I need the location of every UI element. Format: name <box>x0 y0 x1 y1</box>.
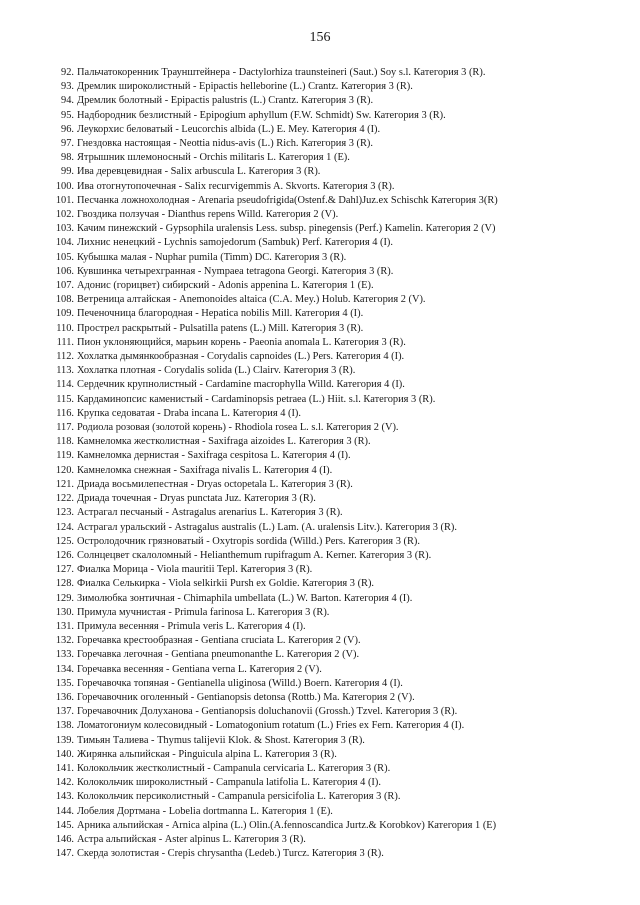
list-item <box>46 506 612 520</box>
entry-number: 120. <box>55 464 74 476</box>
list-item <box>46 762 612 776</box>
entry-text: Гвоздика ползучая - Dianthus repens Willd. Категория 2 (V). <box>77 209 339 221</box>
entry-number: 103. <box>55 223 74 235</box>
entry-text: Колокольчик широколистный - Campanula latifolia L. Категория 4 (I). <box>77 777 381 789</box>
entry-text: Скерда золотистая - Crepis chrysantha (Ledeb.) Turcz. Категория 3 (R). <box>77 848 384 860</box>
entry-number: 131. <box>55 620 74 632</box>
entry-text: Тимьян Талиева - Thymus talijevii Klok. & Shost. Категория 3 (R). <box>77 734 365 746</box>
entry-text: Ветреница алтайская - Anemonoides altaica (C.A. Mey.) Holub. Категория 2 (V). <box>77 294 426 306</box>
list-item <box>46 80 612 94</box>
entry-number: 93. <box>61 81 74 93</box>
entry-text: Качим пинежский - Gypsophila uralensis Less. subsp. pinegensis (Perf.) Kamelin. Категория 2 (V) <box>77 223 496 235</box>
entry-number: 121. <box>55 478 74 490</box>
entry-number: 111. <box>56 336 74 348</box>
list-item <box>46 577 612 591</box>
list-item <box>46 734 612 748</box>
entry-text: Астрагал уральский - Astragalus australis (L.) Lam. (A. uralensis Litv.). Категория 3 (R). <box>77 521 457 533</box>
list-item <box>46 819 612 833</box>
entry-text: Камнеломка дернистая - Saxifraga cespitosa L. Категория 4 (I). <box>77 450 351 462</box>
entry-text: Кувшинка четырехгранная - Nympaea tetragona Georgi. Категория 3 (R). <box>77 265 394 277</box>
entry-number: 106. <box>55 265 74 277</box>
entry-number: 101. <box>55 194 74 206</box>
list-item <box>46 563 612 577</box>
list-item <box>46 663 612 677</box>
entry-text: Астра альпийская - Aster alpinus L. Категория 3 (R). <box>77 833 306 845</box>
entry-text: Камнеломка жестколистная - Saxifraga aizoides L. Категория 3 (R). <box>77 436 371 448</box>
list-item <box>46 421 612 435</box>
list-item <box>46 222 612 236</box>
entry-text: Хохлатка дымянкообразная - Corydalis capnoides (L.) Pers. Категория 4 (I). <box>77 351 405 363</box>
entry-number: 144. <box>55 805 74 817</box>
entry-text: Жирянка альпийская - Pinguicula alpina L. Категория 3 (R). <box>77 748 337 760</box>
entry-text: Ива отогнутопочечная - Salix recurvigemmis A. Skvorts. Категория 3 (R). <box>77 180 395 192</box>
list-item <box>46 251 612 265</box>
entry-number: 146. <box>55 833 74 845</box>
species-list <box>46 66 612 861</box>
list-item <box>46 307 612 321</box>
entry-number: 124. <box>55 521 74 533</box>
entry-text: Зимолюбка зонтичная - Chimaphila umbellata (L.) W. Barton. Категория 4 (I). <box>77 592 413 604</box>
entry-number: 108. <box>55 294 74 306</box>
entry-number: 92. <box>61 67 74 78</box>
list-item <box>46 492 612 506</box>
entry-text: Кардаминопсис каменистый - Cardaminopsis petraea (L.) Hiit. s.l. Категория 3 (R). <box>77 393 436 405</box>
entry-number: 119. <box>56 450 74 462</box>
entry-text: Горечавочка топяная - Gentianella uliginosa (Willd.) Boern. Категория 4 (I). <box>77 677 403 689</box>
entry-number: 136. <box>55 691 74 703</box>
entry-number: 134. <box>55 663 74 675</box>
entry-text: Дремлик широколистный - Epipactis helleborine (L.) Crantz. Категория 3 (R). <box>77 81 413 93</box>
list-item <box>46 449 612 463</box>
entry-text: Дремлик болотный - Epipactis palustris (L.) Crantz. Категория 3 (R). <box>77 95 374 107</box>
entry-number: 145. <box>55 819 74 831</box>
entry-number: 94. <box>61 95 74 107</box>
entry-text: Дриада точечная - Dryas punctata Juz. Категория 3 (R). <box>77 493 316 505</box>
list-item <box>46 691 612 705</box>
list-item <box>46 592 612 606</box>
list-item <box>46 535 612 549</box>
entry-number: 116. <box>56 407 74 419</box>
list-item <box>46 378 612 392</box>
entry-number: 142. <box>55 777 74 789</box>
entry-number: 141. <box>55 762 74 774</box>
list-item <box>46 521 612 535</box>
entry-number: 107. <box>55 280 74 292</box>
list-item <box>46 549 612 563</box>
list-item <box>46 748 612 762</box>
list-item <box>46 606 612 620</box>
list-item <box>46 336 612 350</box>
entry-number: 97. <box>61 138 74 150</box>
list-item <box>46 236 612 250</box>
entry-number: 100. <box>55 180 74 192</box>
entry-text: Крупка седоватая - Draba incana L. Категория 4 (I). <box>77 407 301 419</box>
entry-text: Фиалка Морица - Viola mauritii Tepl. Категория 3 (R). <box>77 564 313 576</box>
list-item <box>46 705 612 719</box>
list-item <box>46 322 612 336</box>
entry-number: 99. <box>61 166 74 178</box>
list-item <box>46 677 612 691</box>
entry-number: 105. <box>55 251 74 263</box>
list-item <box>46 208 612 222</box>
entry-number: 123. <box>55 507 74 519</box>
entry-text: Песчанка ложнохолодная - Arenaria pseudofrigida(Ostenf.& Dahl)Juz.ex Schischk Категория 3(R) <box>77 194 498 206</box>
list-item <box>46 805 612 819</box>
entry-number: 110. <box>56 322 74 334</box>
entry-number: 139. <box>55 734 74 746</box>
entry-number: 122. <box>55 493 74 505</box>
entry-number: 128. <box>55 578 74 590</box>
entry-number: 147. <box>55 848 74 860</box>
list-item <box>46 94 612 108</box>
entry-number: 109. <box>55 308 74 320</box>
entry-number: 133. <box>55 649 74 661</box>
entry-text: Ломатогониум колесовидный - Lomatogonium rotatum (L.) Fries ex Fern. Категория 4 (I). <box>77 720 465 732</box>
entry-text: Примула мучнистая - Primula farinosa L. Категория 3 (R). <box>77 606 330 618</box>
list-item <box>46 833 612 847</box>
list-item <box>46 407 612 421</box>
entry-number: 127. <box>55 564 74 576</box>
entry-number: 130. <box>55 606 74 618</box>
list-item <box>46 180 612 194</box>
page-number: 156 <box>309 30 331 45</box>
entry-number: 102. <box>55 209 74 221</box>
entry-text: Надбородник безлистный - Epipogium aphyllum (F.W. Schmidt) Sw. Категория 3 (R). <box>77 109 446 121</box>
list-item <box>46 165 612 179</box>
entry-text: Горечавка весенняя - Gentiana verna L. Категория 2 (V). <box>77 663 322 675</box>
entry-text: Пальчатокоренник Траунштейнера - Dactylorhiza traunsteineri (Saut.) Soy s.l. Категория 3 (R). <box>77 67 486 78</box>
entry-text: Ива деревцевидная - Salix arbuscula L. Категория 3 (R). <box>77 166 321 178</box>
entry-text: Кубышка малая - Nuphar pumila (Timm) DC. Категория 3 (R). <box>77 251 347 263</box>
list-item <box>46 279 612 293</box>
entry-text: Колокольчик персиколистный - Campanula persicifolia L. Категория 3 (R). <box>77 791 401 803</box>
entry-number: 95. <box>61 109 74 121</box>
list-item <box>46 847 612 861</box>
entry-text: Лихнис ненецкий - Lychnis samojedorum (Sambuk) Perf. Категория 4 (I). <box>77 237 393 249</box>
entry-number: 135. <box>55 677 74 689</box>
entry-number: 96. <box>61 123 74 135</box>
list-item <box>46 364 612 378</box>
list-item <box>46 435 612 449</box>
entry-text: Горечавка легочная - Gentiana pneumonanthe L. Категория 2 (V). <box>77 649 360 661</box>
entry-text: Хохлатка плотная - Corydalis solida (L.) Clairv. Категория 3 (R). <box>77 365 356 377</box>
entry-number: 112. <box>56 351 74 363</box>
entry-text: Адонис (горицвет) сибирский - Adonis appenina L. Категория 1 (E). <box>77 280 374 292</box>
entry-text: Горечавка крестообразная - Gentiana cruciata L. Категория 2 (V). <box>77 635 361 647</box>
entry-text: Дриада восьмилепестная - Dryas octopetala L. Категория 3 (R). <box>77 478 353 490</box>
entry-number: 98. <box>61 152 74 164</box>
entry-number: 137. <box>55 706 74 718</box>
entry-text: Горечавочник оголенный - Gentianopsis detonsa (Rottb.) Ma. Категория 2 (V). <box>77 691 415 703</box>
list-item <box>46 776 612 790</box>
list-item <box>46 719 612 733</box>
list-item <box>46 265 612 279</box>
entry-text: Остролодочник грязноватый - Oxytropis sordida (Willd.) Pers. Категория 3 (R). <box>77 535 420 547</box>
entry-text: Гнездовка настоящая - Neottia nidus-avis (L.) Rich. Категория 3 (R). <box>77 138 373 150</box>
list-item <box>46 66 612 80</box>
list-item <box>46 393 612 407</box>
list-item <box>46 109 612 123</box>
entry-number: 113. <box>56 365 74 377</box>
entry-text: Камнеломка снежная - Saxifraga nivalis L. Категория 4 (I). <box>77 464 333 476</box>
list-item <box>46 648 612 662</box>
entry-text: Прострел раскрытый - Pulsatilla patens (L.) Mill. Категория 3 (R). <box>77 322 364 334</box>
entry-text: Горечавочник Долуханова - Gentianopsis doluchanovii (Grossh.) Tzvel. Категория 3 (R). <box>77 706 458 718</box>
entry-text: Ятрышник шлемоносный - Orchis militaris L. Категория 1 (E). <box>77 152 350 164</box>
entry-text: Примула весенняя - Primula veris L. Категория 4 (I). <box>77 620 306 632</box>
list-item <box>46 151 612 165</box>
entry-number: 125. <box>55 535 74 547</box>
entry-number: 132. <box>55 635 74 647</box>
entry-number: 117. <box>56 422 74 434</box>
list-item <box>46 464 612 478</box>
list-item <box>46 350 612 364</box>
entry-number: 126. <box>55 549 74 561</box>
list-item <box>46 478 612 492</box>
list-item <box>46 123 612 137</box>
entry-text: Пион уклоняющийся, марьин корень - Paeonia anomala L. Категория 3 (R). <box>77 336 406 348</box>
list-item <box>46 790 612 804</box>
entry-text: Сердечник крупнолистный - Cardamine macrophylla Willd. Категория 4 (I). <box>77 379 405 391</box>
entry-text: Родиола розовая (золотой корень) - Rhodiola rosea L. s.l. Категория 2 (V). <box>77 422 399 434</box>
entry-text: Арника альпийская - Arnica alpina (L.) Olin.(A.fennoscandica Jurtz.& Korobkov) Категория 1 (E) <box>77 819 497 831</box>
entry-text: Лобелия Дортмана - Lobelia dortmanna L. Категория 1 (E). <box>77 805 333 817</box>
entry-number: 118. <box>56 436 74 448</box>
list-item <box>46 293 612 307</box>
list-item <box>46 137 612 151</box>
entry-text: Солнцецвет скалоломный - Helianthemum rupifragum A. Kerner. Категория 3 (R). <box>77 549 432 561</box>
entry-text: Печеночница благородная - Hepatica nobilis Mill. Категория 4 (I). <box>77 308 364 320</box>
entry-number: 143. <box>55 791 74 803</box>
list-item <box>46 634 612 648</box>
entry-text: Леукорхис беловатый - Leucorchis albida (L.) E. Mey. Категория 4 (I). <box>77 123 381 135</box>
entry-text: Колокольчик жестколистный - Campanula cervicaria L. Категория 3 (R). <box>77 762 391 774</box>
entry-text: Астрагал песчаный - Astragalus arenarius L. Категория 3 (R). <box>77 507 343 519</box>
entry-number: 114. <box>56 379 74 391</box>
entry-number: 115. <box>56 393 74 405</box>
entry-number: 104. <box>55 237 74 249</box>
entry-number: 138. <box>55 720 74 732</box>
list-item <box>46 194 612 208</box>
list-item <box>46 620 612 634</box>
entry-number: 129. <box>55 592 74 604</box>
entry-text: Фиалка Селькирка - Viola selkirkii Pursh ex Goldie. Категория 3 (R). <box>77 578 375 590</box>
entry-number: 140. <box>55 748 74 760</box>
